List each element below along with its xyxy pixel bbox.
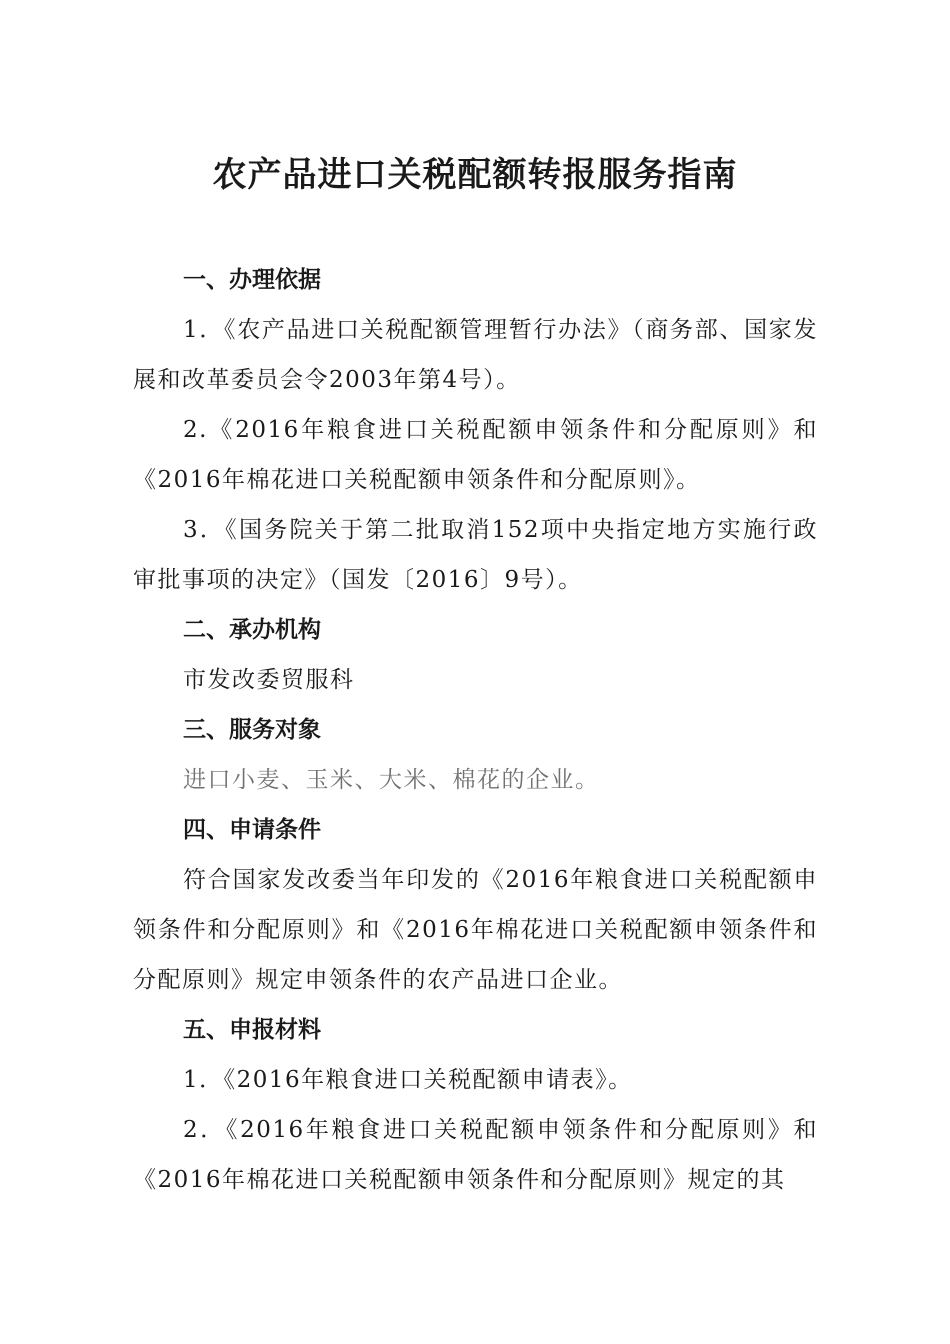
section-heading-conditions: 四、申请条件	[183, 817, 321, 843]
section-heading-target: 三、服务对象	[183, 717, 321, 743]
basis-item-2: 2.《2016年粮食进口关税配额申领条件和分配原则》和《2016年棉花进口关税配额申领条件和分配原则》。	[133, 417, 818, 493]
basis-item-1: 1．《农产品进口关税配额管理暂行办法》（商务部、国家发展和改革委员会令2003年第4号）。	[133, 317, 818, 393]
agency-text: 市发改委贸服科	[183, 667, 355, 693]
materials-item-2: 2．《2016年粮食进口关税配额申领条件和分配原则》和《2016年棉花进口关税配额申领条件和分配原则》规定的其	[133, 1117, 818, 1193]
section-heading-basis: 一、办理依据	[183, 267, 321, 293]
section-heading-materials: 五、申报材料	[183, 1017, 321, 1043]
conditions-text: 符合国家发改委当年印发的《2016年粮食进口关税配额申领条件和分配原则》和《2016年棉花进口关税配额申领条件和分配原则》规定申领条件的农产品进口企业。	[133, 867, 818, 993]
document-title: 农产品进口关税配额转报服务指南	[212, 155, 738, 195]
document-body	[133, 255, 818, 1205]
section-heading-agency: 二、承办机构	[183, 617, 321, 643]
basis-item-3: 3．《国务院关于第二批取消152项中央指定地方实施行政审批事项的决定》（国发〔2016〕9号）。	[133, 517, 818, 593]
target-text: 进口小麦、玉米、大米、棉花的企业。	[183, 767, 600, 793]
materials-item-1: 1．《2016年粮食进口关税配额申请表》。	[183, 1067, 633, 1093]
